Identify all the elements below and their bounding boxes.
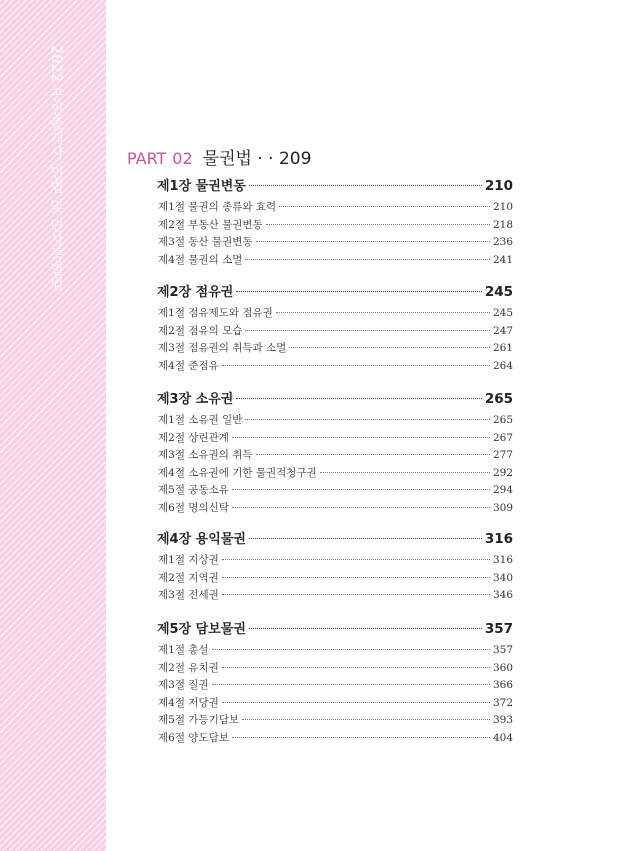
section-entry[interactable] bbox=[157, 430, 513, 448]
section-page: 267 bbox=[492, 431, 513, 444]
dot-leader bbox=[289, 347, 490, 348]
section-title: 제4절 물권의 소멸 bbox=[158, 253, 243, 266]
section-title: 제2절 지역권 bbox=[158, 571, 219, 584]
section-title: 제6절 명의신탁 bbox=[158, 501, 229, 514]
dot-leader bbox=[249, 538, 482, 539]
part-label: PART bbox=[127, 149, 167, 168]
section-title: 제3절 질권 bbox=[158, 679, 209, 691]
section-entry[interactable] bbox=[157, 412, 513, 430]
section-entry[interactable] bbox=[157, 587, 513, 605]
section-entry[interactable] bbox=[157, 358, 513, 376]
dot-leader bbox=[236, 291, 481, 292]
dot-leader bbox=[320, 472, 490, 473]
chapter-title: 제2장 점유권 bbox=[157, 285, 234, 300]
chapter-block bbox=[157, 388, 513, 517]
dot-leader bbox=[212, 649, 490, 650]
section-entry[interactable] bbox=[157, 323, 513, 341]
dot-leader bbox=[232, 489, 490, 490]
section-page: 218 bbox=[492, 218, 513, 231]
section-title: 제4절 준점유 bbox=[158, 359, 219, 372]
chapter-entry[interactable] bbox=[157, 281, 513, 305]
chapter-title: 제5장 담보물권 bbox=[157, 622, 246, 637]
section-page: 309 bbox=[492, 501, 513, 514]
side-label: 2022 공인중개사 민법 및 민사특별법 bbox=[48, 45, 64, 291]
dot-leader bbox=[245, 330, 490, 331]
section-page: 340 bbox=[492, 571, 513, 584]
section-entry[interactable] bbox=[157, 465, 513, 483]
section-title: 제4절 저당권 bbox=[158, 696, 219, 709]
section-page: 236 bbox=[492, 236, 513, 248]
dot-leader bbox=[222, 365, 490, 366]
chapter-block bbox=[157, 175, 513, 269]
section-page: 294 bbox=[492, 484, 513, 496]
section-page: 241 bbox=[492, 253, 513, 266]
chapter-entry[interactable] bbox=[157, 528, 513, 552]
dot-leader bbox=[222, 594, 490, 595]
section-title: 제1절 총설 bbox=[158, 644, 209, 656]
section-entry[interactable] bbox=[157, 340, 513, 358]
chapter-block bbox=[157, 281, 513, 375]
chapter-title: 제1장 물권변동 bbox=[157, 179, 246, 194]
section-title: 제5절 가등기담보 bbox=[158, 714, 240, 726]
chapter-page: 210 bbox=[484, 178, 513, 194]
section-page: 357 bbox=[492, 644, 513, 656]
section-page: 366 bbox=[492, 679, 513, 691]
section-title: 제3절 전세권 bbox=[158, 589, 219, 601]
section-page: 247 bbox=[492, 324, 513, 337]
section-title: 제4절 소유권에 기한 물권적청구권 bbox=[158, 466, 317, 479]
dot-leader bbox=[232, 737, 490, 738]
section-page: 316 bbox=[492, 554, 513, 566]
section-entry[interactable] bbox=[157, 660, 513, 678]
dot-leader bbox=[232, 437, 490, 438]
section-title: 제6절 양도담보 bbox=[158, 731, 229, 744]
dot-leader bbox=[222, 667, 490, 668]
section-title: 제1절 지상권 bbox=[158, 554, 219, 566]
section-title: 제5절 공동소유 bbox=[158, 484, 229, 496]
section-page: 404 bbox=[492, 731, 513, 744]
section-page: 277 bbox=[492, 449, 513, 461]
section-page: 264 bbox=[492, 359, 513, 372]
section-title: 제2절 부동산 물권변동 bbox=[158, 218, 263, 231]
section-entry[interactable] bbox=[157, 305, 513, 323]
dot-leader bbox=[245, 419, 490, 420]
section-title: 제1절 점유제도와 점유권 bbox=[158, 307, 273, 319]
section-title: 제1절 소유권 일반 bbox=[158, 414, 243, 426]
chapter-entry[interactable] bbox=[157, 175, 513, 199]
part-number: 02 bbox=[172, 149, 193, 168]
section-page: 372 bbox=[492, 696, 513, 709]
section-entry[interactable] bbox=[157, 500, 513, 518]
dot-leader bbox=[256, 241, 490, 242]
part-heading bbox=[127, 144, 311, 169]
chapter-page: 357 bbox=[484, 621, 513, 637]
dot-leader bbox=[276, 312, 490, 313]
dot-leader bbox=[222, 702, 490, 703]
section-entry[interactable] bbox=[157, 252, 513, 270]
chapter-page: 245 bbox=[484, 284, 513, 300]
section-title: 제2절 유치권 bbox=[158, 661, 219, 674]
section-entry[interactable] bbox=[157, 552, 513, 570]
section-entry[interactable] bbox=[157, 730, 513, 748]
dot-leader bbox=[245, 259, 490, 260]
section-entry[interactable] bbox=[157, 570, 513, 588]
dot-leader bbox=[222, 577, 490, 578]
section-title: 제3절 동산 물권변동 bbox=[158, 236, 253, 248]
section-entry[interactable] bbox=[157, 447, 513, 465]
dot-leader bbox=[236, 398, 481, 399]
section-title: 제2절 상린관계 bbox=[158, 431, 229, 444]
section-page: 265 bbox=[492, 414, 513, 426]
chapter-block bbox=[157, 618, 513, 747]
section-entry[interactable] bbox=[157, 677, 513, 695]
section-entry[interactable] bbox=[157, 217, 513, 235]
dot-leader bbox=[256, 454, 490, 455]
decorative-side-strip bbox=[0, 0, 106, 851]
dot-leader bbox=[249, 628, 482, 629]
section-page: 360 bbox=[492, 661, 513, 674]
section-page: 210 bbox=[492, 201, 513, 213]
section-title: 제3절 소유권의 취득 bbox=[158, 449, 253, 461]
chapter-entry[interactable] bbox=[157, 388, 513, 412]
section-entry[interactable] bbox=[157, 712, 513, 730]
section-page: 393 bbox=[492, 714, 513, 726]
section-entry[interactable] bbox=[157, 642, 513, 660]
dot-leader bbox=[279, 206, 490, 207]
part-title: 물권법 · · 209 bbox=[202, 149, 312, 169]
dot-leader bbox=[242, 719, 490, 720]
section-entry[interactable] bbox=[157, 482, 513, 500]
section-page: 346 bbox=[492, 589, 513, 601]
section-page: 245 bbox=[492, 307, 513, 319]
section-title: 제2절 점유의 모습 bbox=[158, 324, 243, 337]
chapter-page: 316 bbox=[484, 531, 513, 547]
dot-leader bbox=[222, 559, 490, 560]
chapter-title: 제4장 용익물권 bbox=[157, 532, 246, 547]
chapter-entry[interactable] bbox=[157, 618, 513, 642]
section-entry[interactable] bbox=[157, 695, 513, 713]
dot-leader bbox=[232, 507, 490, 508]
section-title: 제3절 점유권의 취득과 소멸 bbox=[158, 342, 287, 354]
section-page: 261 bbox=[492, 342, 513, 354]
section-entry[interactable] bbox=[157, 234, 513, 252]
dot-leader bbox=[249, 185, 482, 186]
section-title: 제1절 물권의 종류와 효력 bbox=[158, 201, 277, 213]
dot-leader bbox=[212, 684, 490, 685]
section-entry[interactable] bbox=[157, 199, 513, 217]
chapter-block bbox=[157, 528, 513, 605]
chapter-title: 제3장 소유권 bbox=[157, 392, 234, 407]
section-page: 292 bbox=[492, 466, 513, 479]
dot-leader bbox=[266, 224, 490, 225]
chapter-page: 265 bbox=[484, 391, 513, 407]
